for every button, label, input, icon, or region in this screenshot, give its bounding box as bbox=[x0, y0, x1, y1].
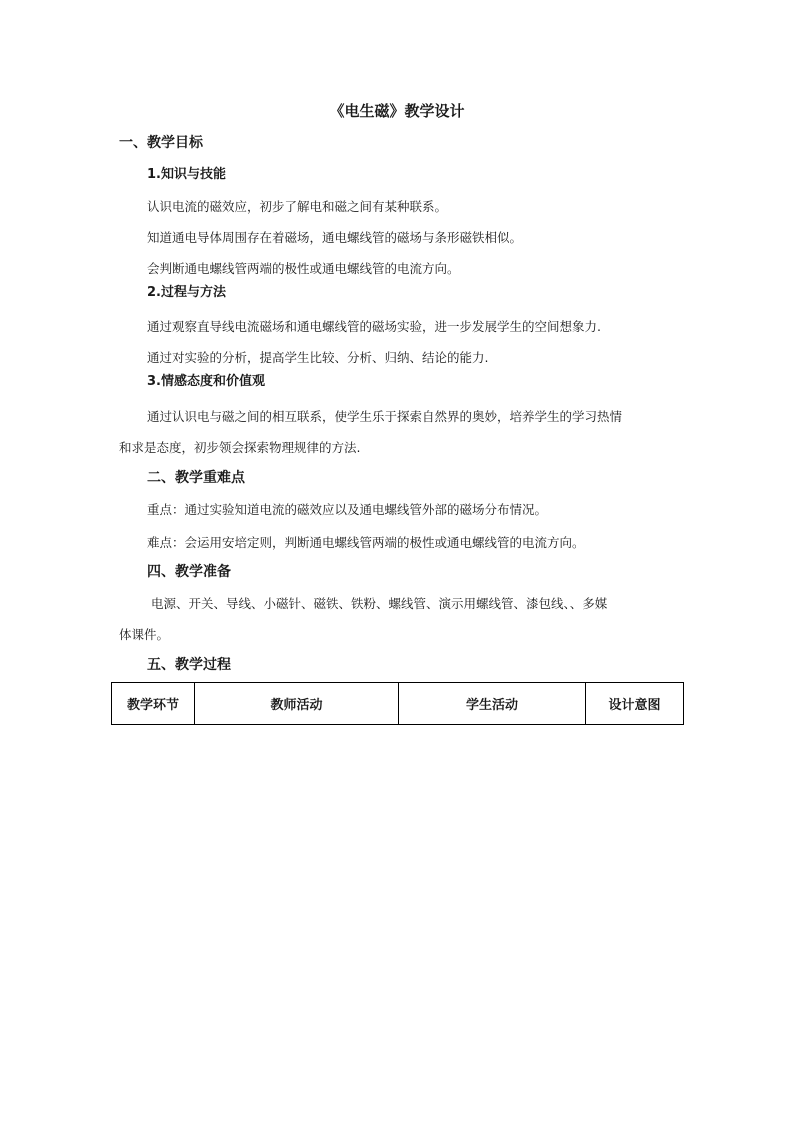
paragraph: 通过观察直导线电流磁场和通电螺线管的磁场实验，进一步发展学生的空间想象力. bbox=[147, 319, 601, 334]
paragraph-difficult: 难点：会运用安培定则，判断通电螺线管两端的极性或通电螺线管的电流方向。 bbox=[147, 535, 585, 550]
paragraph: 通过认识电与磁之间的相互联系，使学生乐于探索自然界的奥妙，培养学生的学习热情 bbox=[147, 409, 623, 424]
table-header-cell: 教师活动 bbox=[195, 683, 399, 725]
heading-objectives: 一、教学目标 bbox=[119, 135, 203, 151]
paragraph-key: 重点：通过实验知道电流的磁效应以及通电螺线管外部的磁场分布情况。 bbox=[147, 502, 548, 517]
paragraph: 会判断通电螺线管两端的极性或通电螺线管的电流方向。 bbox=[147, 261, 460, 276]
procedure-table bbox=[111, 682, 684, 725]
document-title: 《电生磁》教学设计 bbox=[329, 102, 465, 120]
table-header-cell: 教学环节 bbox=[112, 683, 195, 725]
paragraph: 通过对实验的分析，提高学生比较、分析、归纳、结论的能力. bbox=[147, 350, 489, 365]
heading-procedure: 五、教学过程 bbox=[147, 657, 231, 673]
paragraph: 和求是态度，初步领会探索物理规律的方法. bbox=[119, 440, 361, 455]
subheading-knowledge: 1.知识与技能 bbox=[147, 167, 226, 182]
heading-key-points: 二、教学重难点 bbox=[147, 470, 245, 486]
subheading-process: 2.过程与方法 bbox=[147, 285, 226, 300]
table-header-cell: 设计意图 bbox=[586, 683, 684, 725]
paragraph: 体课件。 bbox=[119, 627, 170, 642]
paragraph: 电源、开关、导线、小磁针、磁铁、铁粉、螺线管、演示用螺线管、漆包线、、多媒 bbox=[151, 596, 608, 611]
paragraph: 知道通电导体周围存在着磁场，通电螺线管的磁场与条形磁铁相似。 bbox=[147, 230, 523, 245]
table-header-row bbox=[112, 683, 684, 725]
table-header-cell: 学生活动 bbox=[399, 683, 586, 725]
subheading-emotion: 3.情感态度和价值观 bbox=[147, 374, 265, 389]
paragraph: 认识电流的磁效应，初步了解电和磁之间有某种联系。 bbox=[147, 199, 448, 214]
heading-preparation: 四、教学准备 bbox=[147, 564, 231, 580]
